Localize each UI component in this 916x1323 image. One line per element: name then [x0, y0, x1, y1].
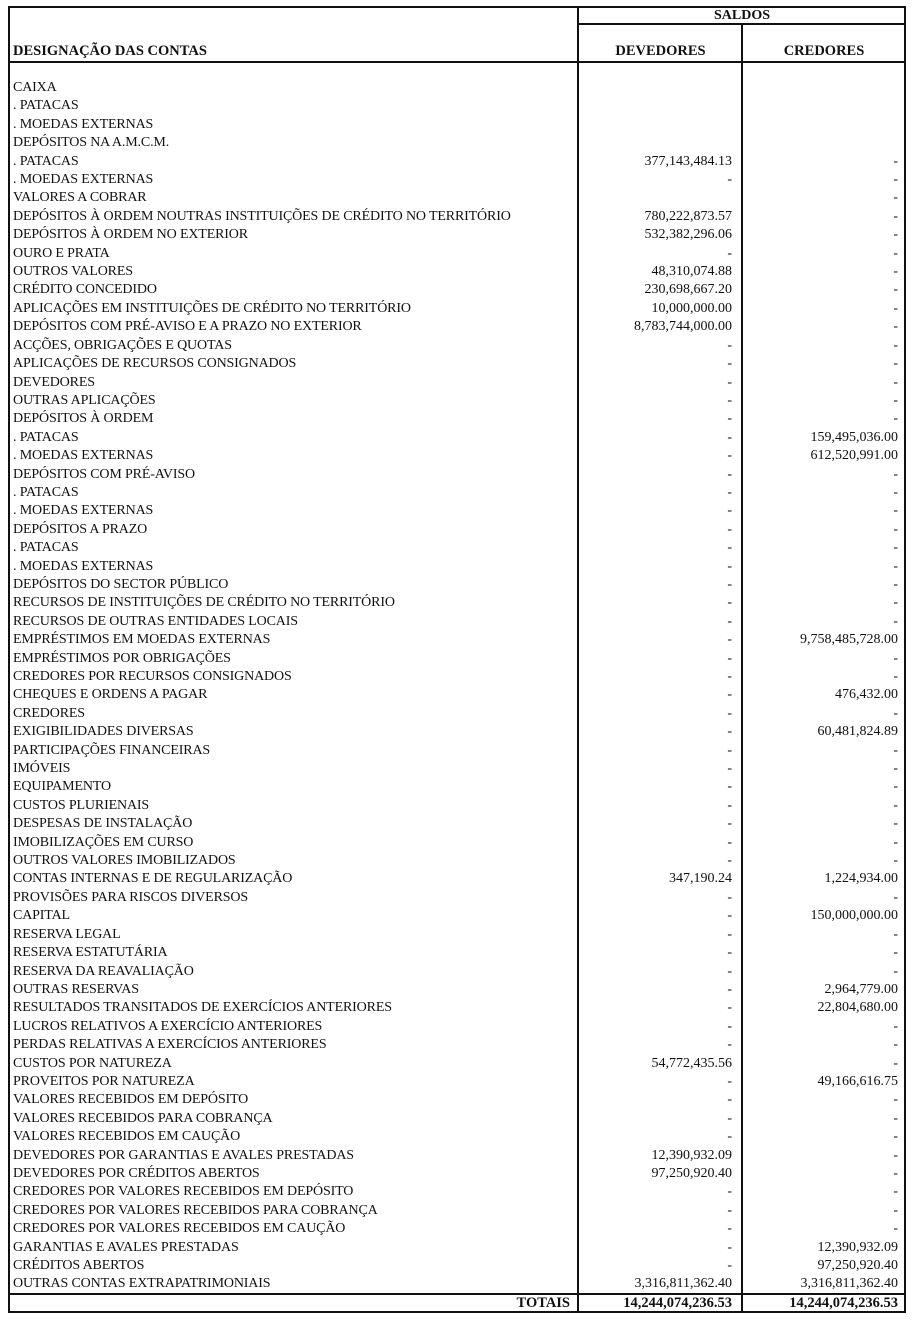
account-label: . PATACAS	[13, 98, 79, 114]
credores-value: -	[893, 1110, 898, 1126]
table-row	[0, 189, 916, 207]
credores-value: -	[893, 1037, 898, 1053]
devedores-value: -	[727, 392, 732, 408]
credores-value: -	[893, 153, 898, 169]
account-label: . MOEDAS EXTERNAS	[13, 116, 154, 132]
totals-credores: 14,244,074,236.53	[789, 1295, 898, 1311]
table-row	[0, 281, 916, 299]
devedores-value: -	[727, 1202, 732, 1218]
table-row	[0, 834, 916, 852]
account-label: RESERVA ESTATUTÁRIA	[13, 945, 168, 961]
totals-label: TOTAIS	[516, 1295, 570, 1311]
table-row	[0, 447, 916, 465]
devedores-value: -	[727, 650, 732, 666]
devedores-value: -	[727, 742, 732, 758]
account-label: . MOEDAS EXTERNAS	[13, 503, 154, 519]
account-label: CREDORES POR RECURSOS CONSIGNADOS	[13, 669, 292, 684]
devedores-value: -	[727, 411, 732, 427]
account-label: . PATACAS	[13, 484, 79, 500]
table-row	[0, 1147, 916, 1165]
account-label: DEPÓSITOS À ORDEM NOUTRAS INSTITUIÇÕES DE CRÉDITO NO TERRITÓRIO	[13, 208, 511, 224]
account-label: LUCROS RELATIVOS A EXERCÍCIO ANTERIORES	[13, 1018, 323, 1034]
table-row	[0, 539, 916, 557]
credores-value: -	[893, 595, 898, 611]
account-label: DEPÓSITOS NA A.M.C.M.	[13, 135, 170, 151]
credores-value: 150,000,000.00	[810, 908, 898, 924]
account-label: PERDAS RELATIVAS A EXERCÍCIOS ANTERIORES	[13, 1037, 327, 1053]
credores-value: -	[893, 816, 898, 832]
credores-value: 97,250,920.40	[817, 1258, 898, 1273]
account-label: PROVEITOS POR NATUREZA	[13, 1073, 195, 1089]
table-row	[0, 429, 916, 447]
table-row	[0, 245, 916, 263]
credores-value: 476,432.00	[835, 687, 898, 703]
credores-value: -	[893, 558, 898, 574]
account-label: OUTRAS APLICAÇÕES	[13, 392, 156, 408]
credores-value: -	[893, 356, 898, 372]
table-row	[0, 1055, 916, 1073]
credores-value: 9,758,485,728.00	[800, 632, 898, 648]
account-label: RECURSOS DE OUTRAS ENTIDADES LOCAIS	[13, 613, 298, 629]
account-label: RESULTADOS TRANSITADOS DE EXERCÍCIOS ANTERIORES	[13, 1000, 392, 1016]
credores-value: -	[893, 834, 898, 850]
credores-value: -	[893, 650, 898, 666]
account-label: . PATACAS	[13, 429, 79, 445]
credores-value: 1,224,934.00	[824, 871, 898, 887]
credores-value: -	[893, 521, 898, 537]
table-row	[0, 594, 916, 612]
devedores-value: -	[727, 669, 732, 684]
devedores-value: -	[727, 981, 732, 997]
table-row	[0, 650, 916, 668]
table-row	[0, 521, 916, 539]
devedores-value: -	[727, 926, 732, 942]
credores-value: -	[893, 761, 898, 777]
credores-value: -	[893, 172, 898, 188]
devedores-value: -	[727, 908, 732, 924]
devedores-value: -	[727, 724, 732, 740]
table-row	[0, 723, 916, 741]
devedores-value: -	[727, 889, 732, 905]
account-label: . MOEDAS EXTERNAS	[13, 172, 154, 188]
account-label: VALORES A COBRAR	[13, 190, 147, 206]
table-row	[0, 1110, 916, 1128]
table-row	[0, 963, 916, 981]
account-label: EXIGIBILIDADES DIVERSAS	[13, 724, 194, 740]
account-label: OUTRAS CONTAS EXTRAPATRIMONIAIS	[13, 1276, 271, 1292]
devedores-value: 48,310,074.88	[651, 264, 732, 280]
credores-value: -	[893, 1018, 898, 1034]
devedores-value: -	[727, 816, 732, 832]
table-row	[0, 870, 916, 888]
account-label: DEPÓSITOS A PRAZO	[13, 521, 148, 537]
devedores-value: 12,390,932.09	[651, 1147, 732, 1163]
devedores-value: -	[727, 687, 732, 703]
account-label: DEVEDORES	[13, 374, 95, 390]
account-label: . PATACAS	[13, 153, 79, 169]
credores-value: -	[893, 484, 898, 500]
credores-value: -	[893, 1055, 898, 1071]
table-row	[0, 686, 916, 704]
devedores-value: -	[727, 337, 732, 353]
devedores-value: -	[727, 1037, 732, 1053]
devedores-value: 54,772,435.56	[651, 1055, 732, 1071]
table-row	[0, 300, 916, 318]
saldos-header: SALDOS	[713, 8, 771, 23]
devedores-value: -	[727, 1184, 732, 1200]
table-row	[0, 226, 916, 244]
table-row	[0, 981, 916, 999]
devedores-value: -	[727, 503, 732, 519]
devedores-value: -	[727, 1018, 732, 1034]
account-label: CUSTOS POR NATUREZA	[13, 1055, 172, 1071]
table-row	[0, 613, 916, 631]
credores-value: 60,481,824.89	[817, 724, 898, 740]
table-row	[0, 410, 916, 428]
credores-value: -	[893, 1221, 898, 1237]
account-label: EMPRÉSTIMOS EM MOEDAS EXTERNAS	[13, 632, 271, 648]
credores-value: -	[893, 540, 898, 556]
account-label: . MOEDAS EXTERNAS	[13, 558, 154, 574]
table-row	[0, 1202, 916, 1220]
account-rows	[0, 79, 916, 1294]
credores-value: -	[893, 466, 898, 482]
devedores-value: -	[727, 1110, 732, 1126]
credores-value: 2,964,779.00	[824, 981, 898, 997]
account-label: RESERVA LEGAL	[13, 926, 121, 942]
credores-value: -	[893, 742, 898, 758]
devedores-value: -	[727, 963, 732, 979]
credores-header: CREDORES	[783, 43, 865, 59]
account-label: DEVEDORES POR CRÉDITOS ABERTOS	[13, 1165, 260, 1181]
account-label: CONTAS INTERNAS E DE REGULARIZAÇÃO	[13, 871, 293, 887]
table-row	[0, 1275, 916, 1293]
account-label: DEPÓSITOS DO SECTOR PÚBLICO	[13, 576, 229, 592]
account-label: CAPITAL	[13, 908, 70, 924]
devedores-value: 532,382,296.06	[644, 227, 732, 243]
account-label: . PATACAS	[13, 540, 79, 556]
table-row	[0, 1165, 916, 1183]
table-row	[0, 116, 916, 134]
devedores-value: 3,316,811,362.40	[634, 1276, 732, 1292]
devedores-value: -	[727, 1073, 732, 1089]
devedores-value: 97,250,920.40	[651, 1165, 732, 1181]
table-row	[0, 97, 916, 115]
credores-value: -	[893, 503, 898, 519]
credores-value: -	[893, 1129, 898, 1145]
devedores-value: -	[727, 1000, 732, 1016]
credores-value: -	[893, 1147, 898, 1163]
account-label: DEPÓSITOS À ORDEM NO EXTERIOR	[13, 227, 248, 243]
account-label: CUSTOS PLURIENAIS	[13, 797, 150, 813]
account-label: DESPESAS DE INSTALAÇÃO	[13, 816, 193, 832]
account-label: IMÓVEIS	[13, 761, 71, 777]
devedores-value: 230,698,667.20	[644, 282, 732, 298]
credores-value: -	[893, 245, 898, 261]
devedores-value: -	[727, 797, 732, 813]
table-row	[0, 889, 916, 907]
account-label: APLICAÇÕES DE RECURSOS CONSIGNADOS	[13, 356, 297, 372]
table-row	[0, 778, 916, 796]
account-label: DEPÓSITOS À ORDEM	[13, 411, 154, 427]
table-row	[0, 502, 916, 520]
account-label: CREDORES	[13, 705, 85, 721]
devedores-value: -	[727, 595, 732, 611]
credores-value: 612,520,991.00	[810, 448, 898, 464]
credores-value: -	[893, 797, 898, 813]
table-row	[0, 1128, 916, 1146]
table-row	[0, 208, 916, 226]
table-row	[0, 79, 916, 97]
devedores-value: -	[727, 613, 732, 629]
devedores-value: 8,783,744,000.00	[634, 319, 732, 335]
devedores-value: 10,000,000.00	[651, 300, 732, 316]
devedores-value: -	[727, 484, 732, 500]
table-row	[0, 355, 916, 373]
credores-value: -	[893, 392, 898, 408]
account-label: RESERVA DA REAVALIAÇÃO	[13, 963, 194, 979]
account-label: DEPÓSITOS COM PRÉ-AVISO E A PRAZO NO EXTERIOR	[13, 319, 362, 335]
credores-value: -	[893, 945, 898, 961]
table-row	[0, 815, 916, 833]
credores-value: -	[893, 319, 898, 335]
account-label: DEVEDORES POR GARANTIAS E AVALES PRESTADAS	[13, 1147, 354, 1163]
table-row	[0, 944, 916, 962]
devedores-value: -	[727, 245, 732, 261]
account-label: OUTRAS RESERVAS	[13, 981, 139, 997]
devedores-header: DEVEDORES	[615, 43, 706, 59]
credores-value: -	[893, 208, 898, 224]
table-row	[0, 907, 916, 925]
credores-value: -	[893, 1092, 898, 1108]
credores-value: -	[893, 889, 898, 905]
devedores-value: -	[727, 576, 732, 592]
table-row	[0, 1036, 916, 1054]
devedores-value: -	[727, 558, 732, 574]
table-row	[0, 797, 916, 815]
credores-value: -	[893, 337, 898, 353]
credores-value: -	[893, 300, 898, 316]
credores-value: -	[893, 576, 898, 592]
credores-value: 12,390,932.09	[817, 1239, 898, 1255]
devedores-value: -	[727, 448, 732, 464]
account-label: CREDORES POR VALORES RECEBIDOS EM CAUÇÃO	[13, 1221, 346, 1237]
credores-value: 159,495,036.00	[810, 429, 898, 445]
designacao-header: DESIGNAÇÃO DAS CONTAS	[13, 43, 207, 59]
account-label: IMOBILIZAÇÕES EM CURSO	[13, 834, 194, 850]
devedores-value: -	[727, 705, 732, 721]
account-label: CHEQUES E ORDENS A PAGAR	[13, 687, 208, 703]
table-row	[0, 374, 916, 392]
table-row	[0, 153, 916, 171]
table-row	[0, 742, 916, 760]
account-label: OURO E PRATA	[13, 245, 110, 261]
table-row	[0, 631, 916, 649]
credores-value: -	[893, 1202, 898, 1218]
account-label: CRÉDITO CONCEDIDO	[13, 282, 157, 298]
devedores-value: 347,190.24	[669, 871, 732, 887]
account-label: CREDORES POR VALORES RECEBIDOS PARA COBRANÇA	[13, 1202, 378, 1218]
devedores-value: -	[727, 834, 732, 850]
table-row	[0, 999, 916, 1017]
credores-value: -	[893, 613, 898, 629]
devedores-value: -	[727, 945, 732, 961]
account-label: CRÉDITOS ABERTOS	[13, 1258, 145, 1273]
devedores-value: -	[727, 466, 732, 482]
table-row	[0, 1018, 916, 1036]
table-row	[0, 852, 916, 870]
credores-value: -	[893, 411, 898, 427]
account-label: RECURSOS DE INSTITUIÇÕES DE CRÉDITO NO TERRITÓRIO	[13, 595, 395, 611]
credores-value: -	[893, 190, 898, 206]
credores-value: 22,804,680.00	[817, 1000, 898, 1016]
devedores-value: 377,143,484.13	[644, 153, 732, 169]
table-row	[0, 668, 916, 686]
table-row	[0, 134, 916, 152]
devedores-value: -	[727, 521, 732, 537]
table-row	[0, 171, 916, 189]
devedores-value: -	[727, 374, 732, 390]
table-row	[0, 484, 916, 502]
devedores-value: -	[727, 1221, 732, 1237]
account-label: OUTROS VALORES IMOBILIZADOS	[13, 853, 236, 869]
table-row	[0, 760, 916, 778]
account-label: PROVISÕES PARA RISCOS DIVERSOS	[13, 889, 249, 905]
table-row	[0, 1073, 916, 1091]
account-label: . MOEDAS EXTERNAS	[13, 448, 154, 464]
account-label: GARANTIAS E AVALES PRESTADAS	[13, 1239, 239, 1255]
account-label: APLICAÇÕES EM INSTITUIÇÕES DE CRÉDITO NO TERRITÓRIO	[13, 300, 411, 316]
table-row	[0, 1220, 916, 1238]
credores-value: -	[893, 705, 898, 721]
account-label: OUTROS VALORES	[13, 264, 133, 280]
account-label: CAIXA	[13, 80, 57, 95]
account-label: VALORES RECEBIDOS EM DEPÓSITO	[13, 1092, 249, 1108]
account-label: EQUIPAMENTO	[13, 779, 111, 795]
table-row	[0, 318, 916, 336]
header-underline	[8, 61, 906, 63]
credores-value: -	[893, 926, 898, 942]
credores-value: -	[893, 282, 898, 298]
table-row	[0, 926, 916, 944]
devedores-value: -	[727, 1129, 732, 1145]
devedores-value: -	[727, 632, 732, 648]
credores-value: -	[893, 853, 898, 869]
devedores-value: -	[727, 779, 732, 795]
account-label: DEPÓSITOS COM PRÉ-AVISO	[13, 466, 195, 482]
credores-value: -	[893, 669, 898, 684]
devedores-value: -	[727, 429, 732, 445]
devedores-value: -	[727, 356, 732, 372]
credores-value: -	[893, 779, 898, 795]
table-row	[0, 558, 916, 576]
account-label: CREDORES POR VALORES RECEBIDOS EM DEPÓSITO	[13, 1184, 354, 1200]
table-row	[0, 1239, 916, 1257]
credores-value: -	[893, 1165, 898, 1181]
credores-value: -	[893, 227, 898, 243]
devedores-value: -	[727, 1239, 732, 1255]
table-row	[0, 337, 916, 355]
table-row	[0, 705, 916, 723]
credores-value: -	[893, 264, 898, 280]
credores-value: -	[893, 1184, 898, 1200]
devedores-value: -	[727, 1258, 732, 1273]
devedores-value: -	[727, 761, 732, 777]
devedores-value: -	[727, 540, 732, 556]
account-label: VALORES RECEBIDOS PARA COBRANÇA	[13, 1110, 273, 1126]
devedores-value: 780,222,873.57	[644, 208, 732, 224]
credores-value: -	[893, 963, 898, 979]
credores-value: 49,166,616.75	[817, 1073, 898, 1089]
devedores-value: -	[727, 1092, 732, 1108]
credores-value: 3,316,811,362.40	[800, 1276, 898, 1292]
table-row	[0, 263, 916, 281]
table-row	[0, 466, 916, 484]
table-row	[0, 392, 916, 410]
account-label: PARTICIPAÇÕES FINANCEIRAS	[13, 742, 211, 758]
account-label: EMPRÉSTIMOS POR OBRIGAÇÕES	[13, 650, 231, 666]
credores-value: -	[893, 374, 898, 390]
table-row	[0, 1091, 916, 1109]
devedores-value: -	[727, 853, 732, 869]
totals-devedores: 14,244,074,236.53	[623, 1295, 732, 1311]
devedores-value: -	[727, 172, 732, 188]
account-label: ACÇÕES, OBRIGAÇÕES E QUOTAS	[13, 337, 232, 353]
account-label: VALORES RECEBIDOS EM CAUÇÃO	[13, 1129, 241, 1145]
table-row	[0, 1183, 916, 1201]
table-row	[0, 1257, 916, 1275]
table-row	[0, 576, 916, 594]
